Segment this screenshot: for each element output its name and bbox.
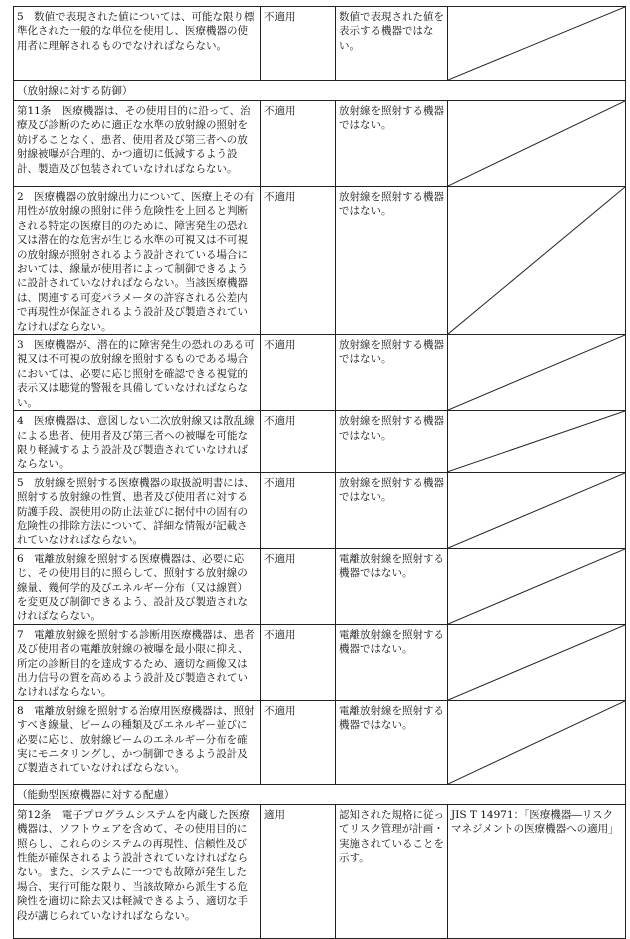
requirement-text: 4 医療機器は、意図しない二次放射線又は散乱線による患者、使用者及び第三者への被曝を可能な限り軽減するよう設計及び製造されていなければならない。 xyxy=(14,411,261,473)
slash-line xyxy=(448,549,625,624)
standard-reference-cell: JIS T 14971：「医療機器―リスクマネジメントの医療機器への適用」 xyxy=(448,804,626,938)
not-applicable-slash-cell xyxy=(448,101,626,187)
diagonal-slash xyxy=(448,411,625,472)
requirement-text: 2 医療機器の放射線出力について、医療上その有用性が放射線の照射に伴う危険性を上回ると判断される特定の医療目的のために、障害発生の恐れ又は潜在的な危害が生じる水準の可視又は不可視の放射線が照射されるよう設計されている場合においては、線量が使用者によって制御できるように設計されていなければならない。当該医療機器は、関連する可変パラメータの許容される公差内で再現性が保証されるよう設計及び製造されていなければならない。 xyxy=(14,187,261,335)
requirement-text: 5 放射線を照射する医療機器の取扱説明書には、照射する放射線の性質、患者及び使用者に対する防護手段、誤使用の防止法並びに据付中の固有の危険性の排除方法について、詳細な情報が記載されていなければならない。 xyxy=(14,472,261,548)
applicability-cell: 不適用 xyxy=(261,700,336,784)
diagonal-slash xyxy=(448,625,625,700)
not-applicable-slash-cell xyxy=(448,411,626,473)
conformity-method-cell: 放射線を照射する機器ではない。 xyxy=(336,187,448,335)
requirement-text: 3 医療機器が、潜在的に障害発生の恐れのある可視又は不可視の放射線を照射するものである場合においては、必要に応じ照射を確認できる視覚的表示又は聴覚的警報を具備していなければならない。 xyxy=(14,335,261,411)
slash-line xyxy=(448,335,625,410)
applicability-cell: 不適用 xyxy=(261,335,336,411)
diagonal-slash xyxy=(448,335,625,410)
requirement-text: 7 電離放射線を照射する診断用医療機器は、患者及び使用者の電離放射線の被曝を最小限に抑え、所定の診断目的を達成するため、適切な画像又は出力信号の質を高めるよう設計及び製造されていなければならない。 xyxy=(14,624,261,700)
requirement-text: 5 数値で表現された値については、可能な限り標準化された一般的な単位を使用し、医療機器の使用者に理解されるものでなければならない。 xyxy=(14,7,261,81)
requirement-text: 8 電離放射線を照射する治療用医療機器は、照射すべき線量、ビームの種類及びエネルギー並びに必要に応じ、放射線ビームのエネルギー分布を確実にモニタリングし、かつ制御できるよう設計及び製造されていなければならない。 xyxy=(14,700,261,784)
not-applicable-slash-cell xyxy=(448,548,626,624)
requirement-row xyxy=(14,472,626,548)
conformity-method-cell: 認知された規格に従ってリスク管理が計画・実施されていることを示す。 xyxy=(336,804,448,938)
not-applicable-slash-cell xyxy=(448,187,626,335)
conformity-method-cell: 電離放射線を照射する機器ではない。 xyxy=(336,700,448,784)
conformity-method-cell: 放射線を照射する機器ではない。 xyxy=(336,411,448,473)
requirement-row xyxy=(14,101,626,187)
diagonal-slash xyxy=(448,187,625,334)
slash-line xyxy=(448,101,625,186)
conformity-method-cell: 放射線を照射する機器ではない。 xyxy=(336,335,448,411)
applicability-cell: 不適用 xyxy=(261,548,336,624)
requirement-row xyxy=(14,187,626,335)
applicability-cell: 不適用 xyxy=(261,7,336,81)
requirement-row xyxy=(14,804,626,938)
applicability-cell: 不適用 xyxy=(261,187,336,335)
not-applicable-slash-cell xyxy=(448,472,626,548)
slash-line xyxy=(448,473,625,548)
applicability-cell: 不適用 xyxy=(261,411,336,473)
requirement-text: 第12条 電子プログラムシステムを内蔵した医療機器は、ソフトウェアを含めて、その使用目的に照らし、これらのシステムの再現性、信頼性及び性能が確保されるよう設計されていなければならない。また、システムに一つでも故障が発生した場合、実行可能な限り、当該故障から派生する危険性を適切に除去又は軽減できるよう、適切な手段が講じられていなければならない。 xyxy=(14,804,261,938)
slash-line xyxy=(448,7,625,80)
conformity-method-cell: 電離放射線を照射する機器ではない。 xyxy=(336,548,448,624)
section-title: （放射線に対する防御） xyxy=(14,81,626,101)
slash-line xyxy=(448,411,625,472)
diagonal-slash xyxy=(448,549,625,624)
requirement-row xyxy=(14,7,626,81)
conformity-method-cell: 電離放射線を照射する機器ではない。 xyxy=(336,624,448,700)
conformity-method-cell: 放射線を照射する機器ではない。 xyxy=(336,472,448,548)
requirement-row xyxy=(14,700,626,784)
applicability-cell: 不適用 xyxy=(261,101,336,187)
requirement-row xyxy=(14,335,626,411)
applicability-cell: 適用 xyxy=(261,804,336,938)
not-applicable-slash-cell xyxy=(448,335,626,411)
slash-line xyxy=(448,625,625,700)
applicability-cell: 不適用 xyxy=(261,472,336,548)
requirement-text: 6 電離放射線を照射する医療機器は、必要に応じ、その使用目的に照らして、照射する放射線の線量、幾何学的及びエネルギー分布（又は線質）を変更及び制御できるよう、設計及び製造されなければならない。 xyxy=(14,548,261,624)
diagonal-slash xyxy=(448,701,625,784)
diagonal-slash xyxy=(448,101,625,186)
conformity-method-cell: 数値で表現された値を表示する機器ではない。 xyxy=(336,7,448,81)
diagonal-slash xyxy=(448,473,625,548)
slash-line xyxy=(448,187,625,334)
section-heading-row xyxy=(14,784,626,804)
slash-line xyxy=(448,701,625,784)
requirement-row xyxy=(14,624,626,700)
not-applicable-slash-cell xyxy=(448,7,626,81)
diagonal-slash xyxy=(448,7,625,80)
requirement-row xyxy=(14,411,626,473)
requirement-row xyxy=(14,548,626,624)
conformity-method-cell: 放射線を照射する機器ではない。 xyxy=(336,101,448,187)
not-applicable-slash-cell xyxy=(448,700,626,784)
table-body xyxy=(14,7,626,939)
requirement-text: 第11条 医療機器は、その使用目的に沿って、治療及び診断のために適正な水準の放射線の照射を妨げることなく、患者、使用者及び第三者への放射線被曝が合理的、かつ適切に低減するよう設計、製造及び包装されていなければならない。 xyxy=(14,101,261,187)
applicability-cell: 不適用 xyxy=(261,624,336,700)
section-heading-row xyxy=(14,81,626,101)
essential-requirements-table xyxy=(13,6,626,939)
section-title: （能動型医療機器に対する配慮） xyxy=(14,784,626,804)
not-applicable-slash-cell xyxy=(448,624,626,700)
